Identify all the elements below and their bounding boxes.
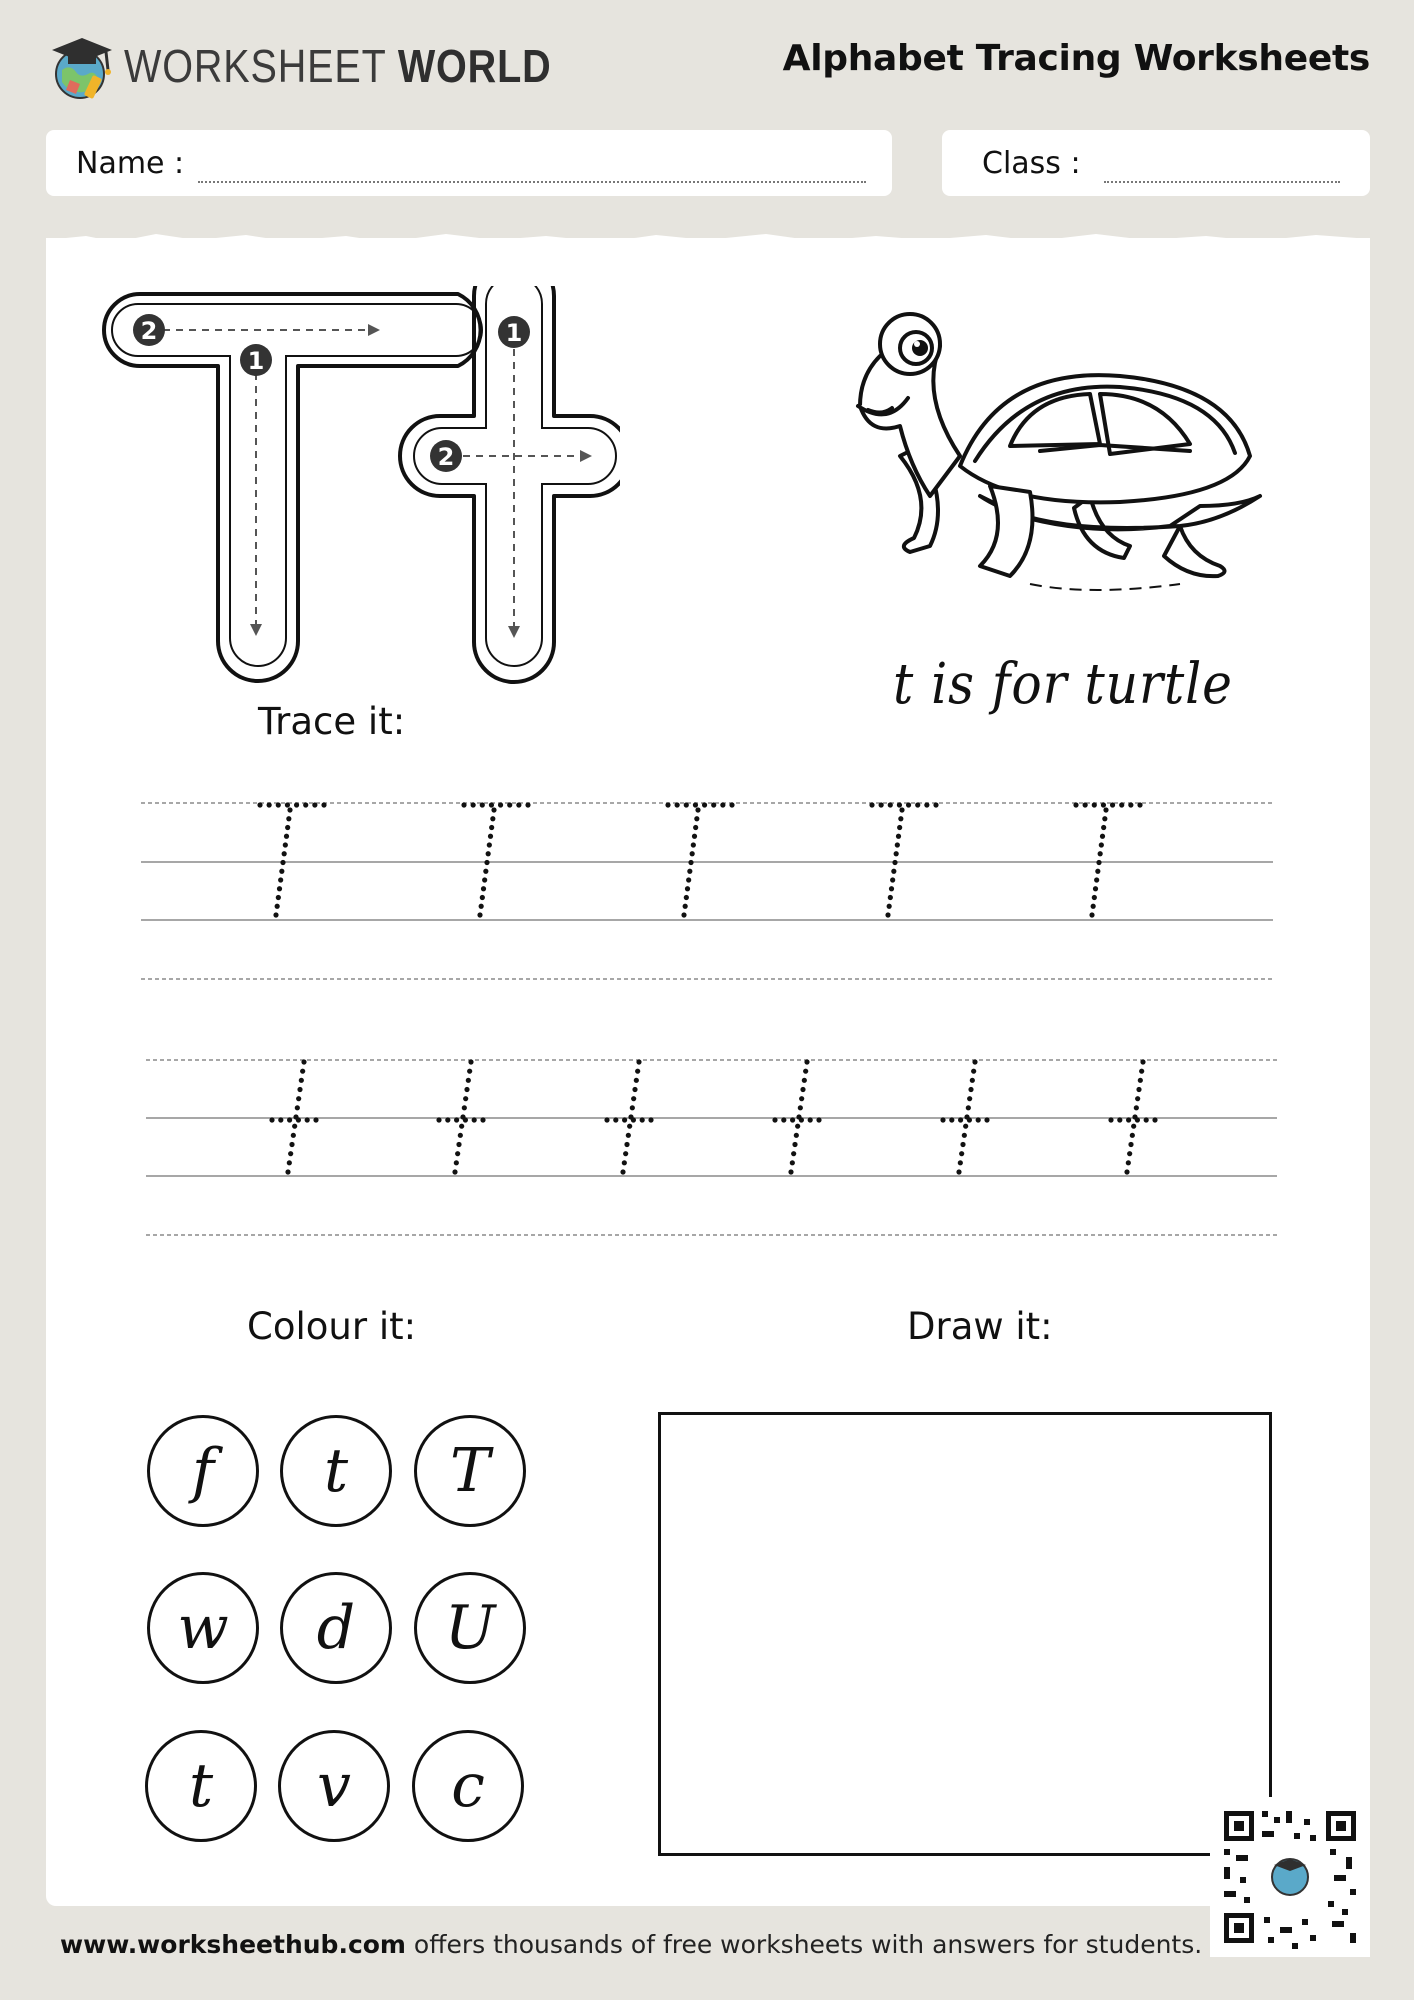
svg-text:1: 1 xyxy=(247,347,265,375)
draw-box[interactable] xyxy=(658,1412,1272,1856)
footer-text: www.worksheethub.com offers thousands of free worksheets with answers for students. xyxy=(60,1930,1203,1959)
colour-circle[interactable]: t xyxy=(145,1730,257,1842)
dotted-lowercase-t[interactable] xyxy=(604,1059,653,1174)
colour-circle[interactable]: d xyxy=(280,1572,392,1684)
colour-circle[interactable]: f xyxy=(147,1415,259,1527)
dotted-uppercase-t[interactable] xyxy=(869,802,938,917)
dotted-lowercase-t[interactable] xyxy=(1108,1059,1157,1174)
name-label: Name : xyxy=(76,146,185,181)
dotted-lowercase-t[interactable] xyxy=(772,1059,821,1174)
colour-circle[interactable]: t xyxy=(280,1415,392,1527)
colour-circle[interactable]: c xyxy=(412,1730,524,1842)
brand-name: WORKSHEET WORLD xyxy=(124,40,552,92)
colour-label: Colour it: xyxy=(247,1305,417,1348)
colour-circle[interactable]: v xyxy=(278,1730,390,1842)
dotted-uppercase-t[interactable] xyxy=(1073,802,1142,917)
dotted-uppercase-t[interactable] xyxy=(257,802,326,917)
worksheet-title: Alphabet Tracing Worksheets xyxy=(782,38,1370,79)
trace-label: Trace it: xyxy=(258,700,406,743)
colour-circle[interactable]: w xyxy=(147,1572,259,1684)
footer-site-link[interactable]: www.worksheethub.com xyxy=(60,1930,406,1959)
dotted-uppercase-t[interactable] xyxy=(461,802,530,917)
lowercase-trace-row xyxy=(269,1059,1157,1174)
class-label: Class : xyxy=(982,146,1081,181)
colour-circle[interactable]: T xyxy=(414,1415,526,1527)
svg-text:1: 1 xyxy=(505,319,523,347)
dotted-lowercase-t[interactable] xyxy=(269,1059,318,1174)
colour-circle[interactable]: U xyxy=(414,1572,526,1684)
dotted-lowercase-t[interactable] xyxy=(940,1059,989,1174)
uppercase-trace-row xyxy=(257,802,1142,917)
dotted-lowercase-t[interactable] xyxy=(436,1059,485,1174)
letter-caption: t is for turtle xyxy=(893,652,1233,717)
qr-code-icon xyxy=(1210,1797,1370,1957)
svg-text:2: 2 xyxy=(140,317,158,345)
draw-label: Draw it: xyxy=(907,1305,1053,1348)
dotted-uppercase-t[interactable] xyxy=(665,802,734,917)
svg-text:2: 2 xyxy=(437,443,455,471)
